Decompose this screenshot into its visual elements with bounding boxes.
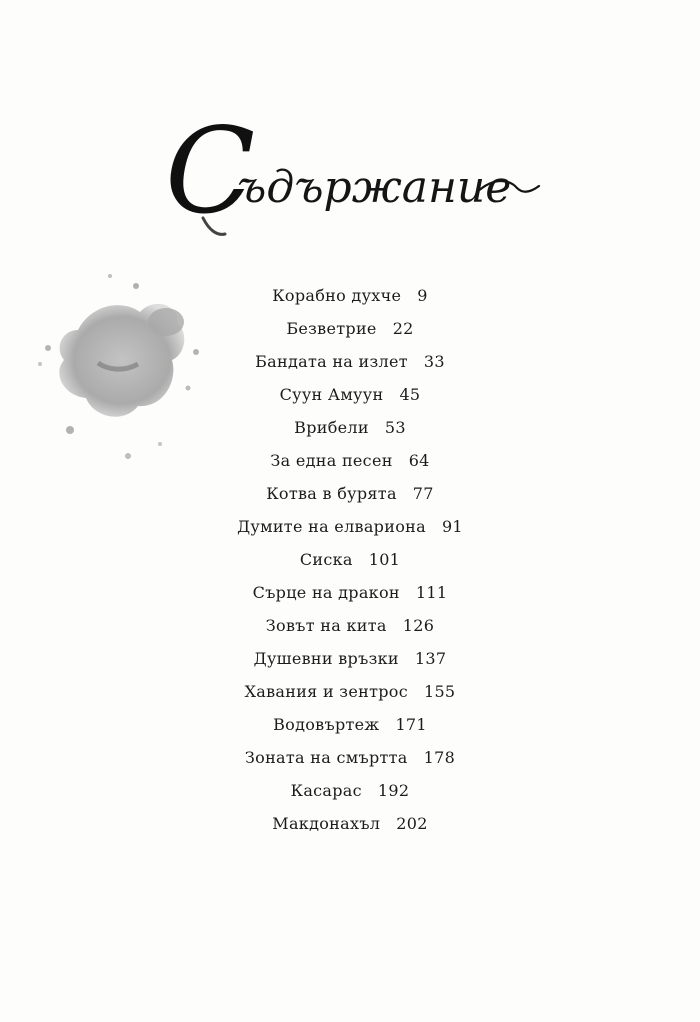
toc-entry-page: 155 [423, 682, 456, 701]
toc-entry[interactable] [0, 515, 700, 548]
toc-entry-page: 137 [414, 649, 447, 668]
toc-entry[interactable] [0, 284, 700, 317]
toc-entry-page: 178 [423, 748, 456, 767]
toc-entry-title: Суун Амуун [279, 385, 384, 404]
toc-entry-title: Сърце на дракон [252, 583, 400, 602]
toc-entry-title: Думите на елвариона [237, 517, 426, 536]
table-of-contents [0, 284, 700, 845]
toc-entry-title: Макдонахъл [272, 814, 381, 833]
toc-entry-title: Душевни връзки [253, 649, 399, 668]
contents-heading [165, 100, 545, 250]
toc-entry-title: Сиска [299, 550, 353, 569]
toc-entry-title: Безветрие [286, 319, 377, 338]
toc-entry-page: 111 [415, 583, 448, 602]
toc-entry-page: 126 [402, 616, 435, 635]
toc-entry-title: Врибели [294, 418, 369, 437]
title-initial: С [165, 102, 256, 240]
toc-entry-title: Котва в бурята [266, 484, 397, 503]
toc-entry[interactable] [0, 680, 700, 713]
toc-entry[interactable] [0, 482, 700, 515]
toc-entry[interactable] [0, 779, 700, 812]
title-rest: ъдържание [237, 162, 512, 213]
toc-entry[interactable] [0, 713, 700, 746]
toc-entry-page: 171 [395, 715, 427, 734]
toc-entry-page: 77 [412, 484, 434, 503]
toc-entry-title: Зовът на кита [265, 616, 387, 635]
toc-entry-page: 53 [384, 418, 406, 437]
toc-entry[interactable] [0, 449, 700, 482]
toc-entry-title: Хавания и зентрос [244, 682, 408, 701]
toc-entry-page: 202 [396, 814, 428, 833]
toc-entry-page: 192 [377, 781, 410, 800]
toc-entry[interactable] [0, 317, 700, 350]
toc-entry-page: 101 [368, 550, 401, 569]
toc-entry[interactable] [0, 614, 700, 647]
toc-entry[interactable] [0, 746, 700, 779]
toc-entry[interactable] [0, 548, 700, 581]
calligraphic-title [165, 100, 545, 250]
toc-entry-title: Водовъртеж [273, 715, 380, 734]
toc-entry-title: Корабно духче [272, 286, 402, 305]
toc-entry-page: 91 [441, 517, 463, 536]
toc-entry[interactable] [0, 581, 700, 614]
toc-entry-title: Бандата на излет [255, 352, 408, 371]
toc-entry[interactable] [0, 383, 700, 416]
toc-entry-title: Касарас [290, 781, 362, 800]
toc-entry[interactable] [0, 416, 700, 449]
toc-entry[interactable] [0, 812, 700, 845]
toc-entry[interactable] [0, 647, 700, 680]
toc-entry[interactable] [0, 350, 700, 383]
toc-entry-page: 33 [423, 352, 445, 371]
toc-entry-title: За една песен [270, 451, 393, 470]
toc-entry-page: 64 [408, 451, 430, 470]
toc-entry-page: 22 [392, 319, 414, 338]
toc-entry-title: Зоната на смъртта [244, 748, 408, 767]
toc-entry-page: 45 [399, 385, 421, 404]
toc-entry-page: 9 [417, 286, 428, 305]
